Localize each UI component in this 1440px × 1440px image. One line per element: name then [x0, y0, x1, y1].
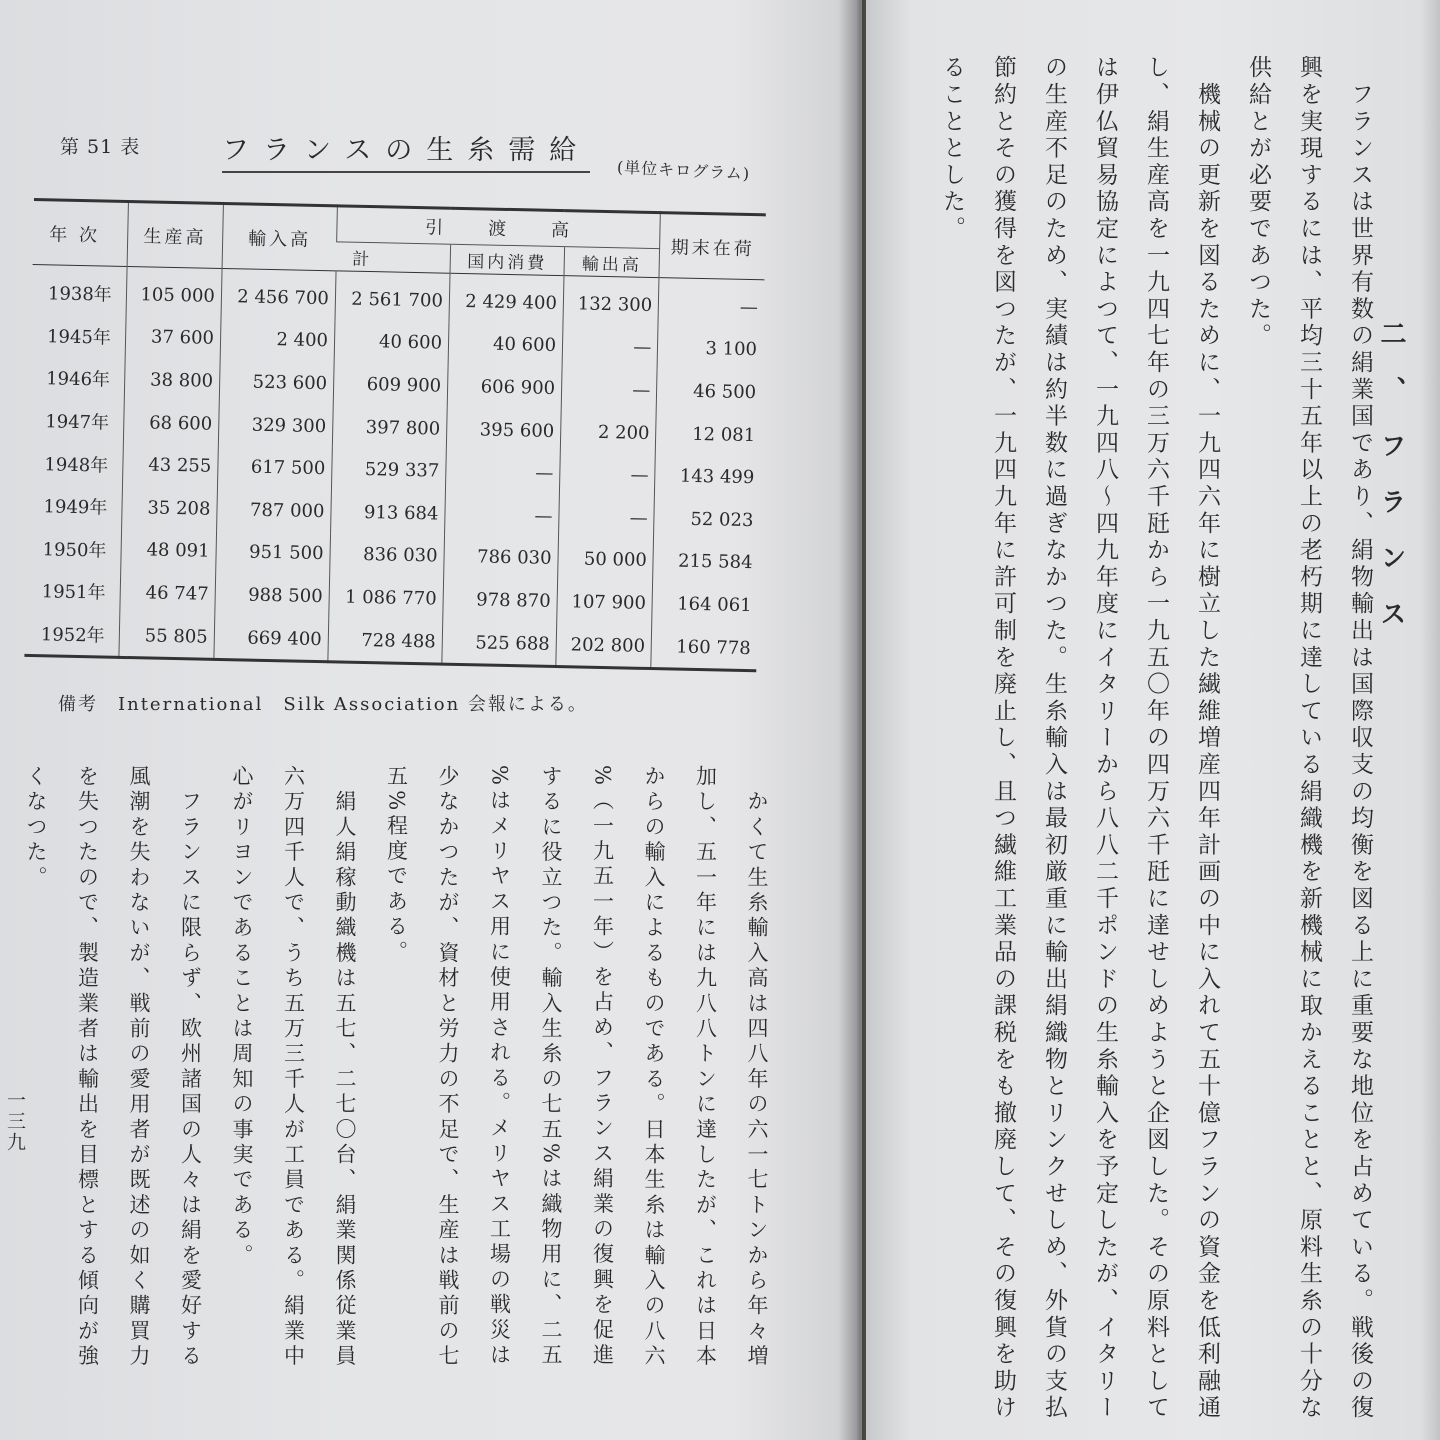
cell-stock: —: [658, 278, 764, 329]
cell-year: 1949年: [43, 496, 108, 519]
cell-production: 46 747: [119, 571, 215, 616]
cell-production: 105 000: [126, 266, 222, 317]
table-body: [24, 264, 764, 671]
cell-total: 397 800: [332, 405, 447, 450]
cell-imports: 787 000: [216, 488, 331, 533]
cell-exports: 202 800: [556, 623, 652, 669]
cell-year: 1945年: [46, 326, 112, 349]
cell-imports: 669 400: [214, 616, 329, 662]
header-total: 計: [336, 242, 451, 273]
header-year: 年 次: [49, 223, 101, 246]
section-title: 二、フランス: [1376, 320, 1406, 656]
table-unit: (単位キログラム): [616, 157, 751, 184]
cell-domestic: —: [445, 450, 560, 495]
cell-domestic: 978 870: [443, 578, 558, 623]
cell-total: 40 600: [334, 320, 449, 365]
cell-domestic: 786 030: [444, 535, 559, 580]
cell-domestic: 395 600: [446, 407, 561, 452]
cell-imports: 329 300: [218, 403, 333, 448]
cell-exports: —: [559, 452, 655, 497]
cell-production: 38 800: [124, 358, 220, 403]
table-number: 第 51 表: [60, 136, 141, 158]
cell-stock: 12 081: [656, 412, 762, 457]
cell-total: 913 684: [330, 490, 445, 535]
cell-domestic: —: [444, 493, 559, 538]
cell-stock: 164 061: [652, 582, 758, 627]
cell-year: 1947年: [45, 411, 110, 434]
cell-total: 728 488: [328, 618, 443, 664]
cell-imports: 523 600: [219, 360, 334, 405]
cell-exports: —: [558, 495, 654, 540]
cell-exports: 107 900: [557, 580, 653, 625]
cell-production: 35 208: [121, 486, 217, 531]
body-text-left: かくて生糸輸入高は四八年の六一七トンから年々増 加し、五一年には九八八トンに達したが、これは日本 からの輸入によるものである。日本生糸は輸入の八六 %（一九五一年）を占め、フランス絹業の復興を促進 するに役立つた。輸入生糸の七五%は織物用に、二五 %はメリヤス用に使用される。メリヤス工場の戦災は 少なかつたが、資材と労力の不足で、生産は戦前の七 五%程度である。 絹人絹稼動織機は五七、二七〇台、絹業関係従業員 六万四千人で、うち五万三千人が工員である。絹業中 心がリヨンであることは周知の事実である。 フランスに限らず、欧州諸国の人々は絹を愛好する 風潮を失わないが、戦前の愛用者が既述の如く購買力 を失つたので、製造業者は輸出を目標とする傾向が強 くなつた。: [24, 765, 769, 1370]
cell-total: 609 900: [333, 363, 448, 408]
page-edge-shadow: [1420, 0, 1440, 1440]
table-footnote: 備考 International Silk Association 会報による。: [58, 694, 588, 715]
cell-stock: 160 778: [651, 625, 757, 671]
cell-imports: 2 456 700: [221, 268, 336, 319]
cell-exports: 50 000: [558, 538, 654, 583]
cell-year: 1948年: [44, 453, 109, 477]
cell-exports: —: [562, 325, 658, 370]
header-deliveries: 引 渡 高: [337, 206, 661, 249]
cell-domestic: 525 688: [442, 620, 557, 666]
cell-stock: 52 023: [654, 497, 760, 542]
right-page: [866, 0, 1440, 1440]
cell-imports: 951 500: [216, 530, 331, 575]
cell-total: 2 561 700: [335, 271, 450, 322]
page-number: 一三九: [4, 1090, 26, 1153]
cell-year: 1946年: [45, 368, 111, 392]
cell-total: 1 086 770: [329, 575, 444, 620]
header-domestic: 国内消費: [450, 244, 565, 275]
cell-stock: 215 584: [653, 540, 759, 585]
cell-exports: 132 300: [563, 276, 659, 327]
cell-year: 1951年: [41, 581, 106, 605]
cell-stock: 46 500: [656, 369, 762, 414]
cell-domestic: 40 600: [448, 322, 563, 367]
cell-total: 529 337: [331, 448, 446, 493]
body-text-right: フランスは世界有数の絹業国であり、絹物輸出は国際収支の均衡を図る上に重要な地位を占めている。戦後の復 興を実現するには、平均三十五年以上の老朽期に達している絹織機を新機械に取かえることと、原料生糸の十分な 供給とが必要であつた。 機械の更新を図るために、一九四六年に樹立した繊維増産四年計画の中に入れて五十億フランの資金を低利融通 し、絹生産高を一九四七年の三万六千瓩から一九五〇年の四万六千瓩に達せしめようと企図した。その原料として は伊仏貿易協定によつて、一九四八〜四九年度にイタリーから八八二千ポンドの生糸輸入を予定したが、イタリー の生産不足のため、実績は約半数に過ぎなかつた。生糸輸入は最初厳重に輸出絹織物とリンクせしめ、外貨の支払 節約とその獲得を図つたが、一九四九年に許可制を廃止し、且つ繊維工業品の課税をも撤廃して、その復興を助け ることとした。: [939, 55, 1373, 1422]
table-title: フランスの生糸需給: [222, 128, 590, 173]
cell-year: 1950年: [42, 539, 107, 562]
cell-imports: 617 500: [217, 445, 332, 490]
cell-production: 55 805: [118, 614, 214, 660]
header-imports: 輸入高: [222, 203, 337, 270]
cell-production: 43 255: [122, 443, 218, 488]
cell-year: 1938年: [47, 283, 113, 306]
cell-production: 68 600: [123, 401, 219, 446]
header-production: 生産高: [127, 201, 224, 268]
header-exports: 輸出高: [564, 247, 660, 278]
cell-exports: 2 200: [560, 410, 656, 455]
header-stock: 期末在荷: [659, 213, 766, 280]
cell-domestic: 2 429 400: [449, 273, 564, 324]
cell-domestic: 606 900: [447, 365, 562, 410]
cell-total: 836 030: [330, 533, 445, 578]
cell-production: 48 091: [120, 528, 216, 573]
cell-production: 37 600: [125, 316, 221, 361]
cell-imports: 2 400: [220, 318, 335, 363]
cell-stock: 3 100: [657, 327, 763, 372]
silk-supply-table: [24, 198, 765, 673]
cell-year: 1952年: [40, 624, 105, 647]
cell-stock: 143 499: [655, 454, 761, 499]
cell-imports: 988 500: [215, 573, 330, 618]
cell-exports: —: [561, 367, 657, 412]
